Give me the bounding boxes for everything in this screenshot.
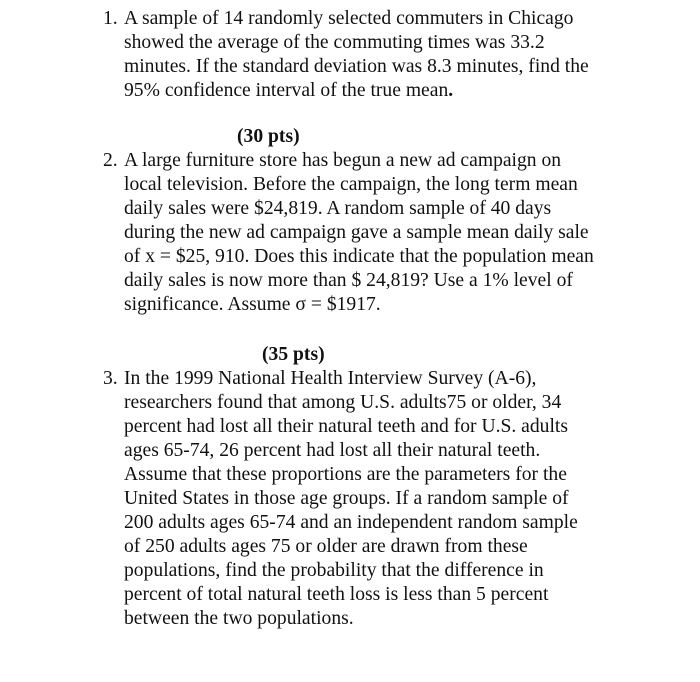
question-number: 3. — [103, 368, 118, 389]
question-text-fragment: 95% confidence interval of the true mean — [124, 80, 449, 101]
question-text-line: United States in those age groups. If a random sample of — [124, 488, 569, 509]
question-text-line: A large furniture store has begun a new ad campaign on — [124, 150, 562, 171]
question-text-line: during the new ad campaign gave a sample mean daily sale — [124, 222, 589, 243]
question-text-line — [124, 79, 453, 103]
bold-period: . — [448, 80, 454, 101]
question-text-line: minutes. If the standard deviation was 8.3 minutes, find the — [124, 56, 589, 77]
question-text-line: daily sales were $24,819. A random sample of 40 days — [124, 198, 552, 219]
question-text-line: researchers found that among U.S. adults75 or older, 34 — [124, 392, 562, 413]
question-text-line: ages 65-74, 26 percent had lost all their natural teeth. — [124, 440, 541, 461]
points-label: (30 pts) — [237, 126, 300, 147]
question-text-line: showed the average of the commuting times was 33.2 — [124, 32, 545, 53]
points-label: (35 pts) — [262, 344, 325, 365]
question-text-line: between the two populations. — [124, 608, 354, 629]
question-text-line: Assume that these proportions are the parameters for the — [124, 464, 567, 485]
question-text-line: A sample of 14 randomly selected commuters in Chicago — [124, 8, 574, 29]
question-text-line: percent of total natural teeth loss is less than 5 percent — [124, 584, 549, 605]
question-text-line: significance. Assume σ = $1917. — [124, 294, 381, 315]
question-text-line: percent had lost all their natural teeth and for U.S. adults — [124, 416, 568, 437]
question-text-line: daily sales is now more than $ 24,819? Use a 1% level of — [124, 270, 573, 291]
question-text-line: local television. Before the campaign, the long term mean — [124, 174, 578, 195]
question-number: 2. — [103, 150, 118, 171]
question-text-line: In the 1999 National Health Interview Survey (A-6), — [124, 368, 537, 389]
question-text-line: 200 adults ages 65-74 and an independent random sample — [124, 512, 578, 533]
question-text-line: of 250 adults ages 75 or older are drawn from these — [124, 536, 528, 557]
question-text-line: of x = $25, 910. Does this indicate that the population mean — [124, 246, 594, 267]
question-text-line: populations, find the probability that the difference in — [124, 560, 544, 581]
question-number: 1. — [103, 8, 118, 29]
